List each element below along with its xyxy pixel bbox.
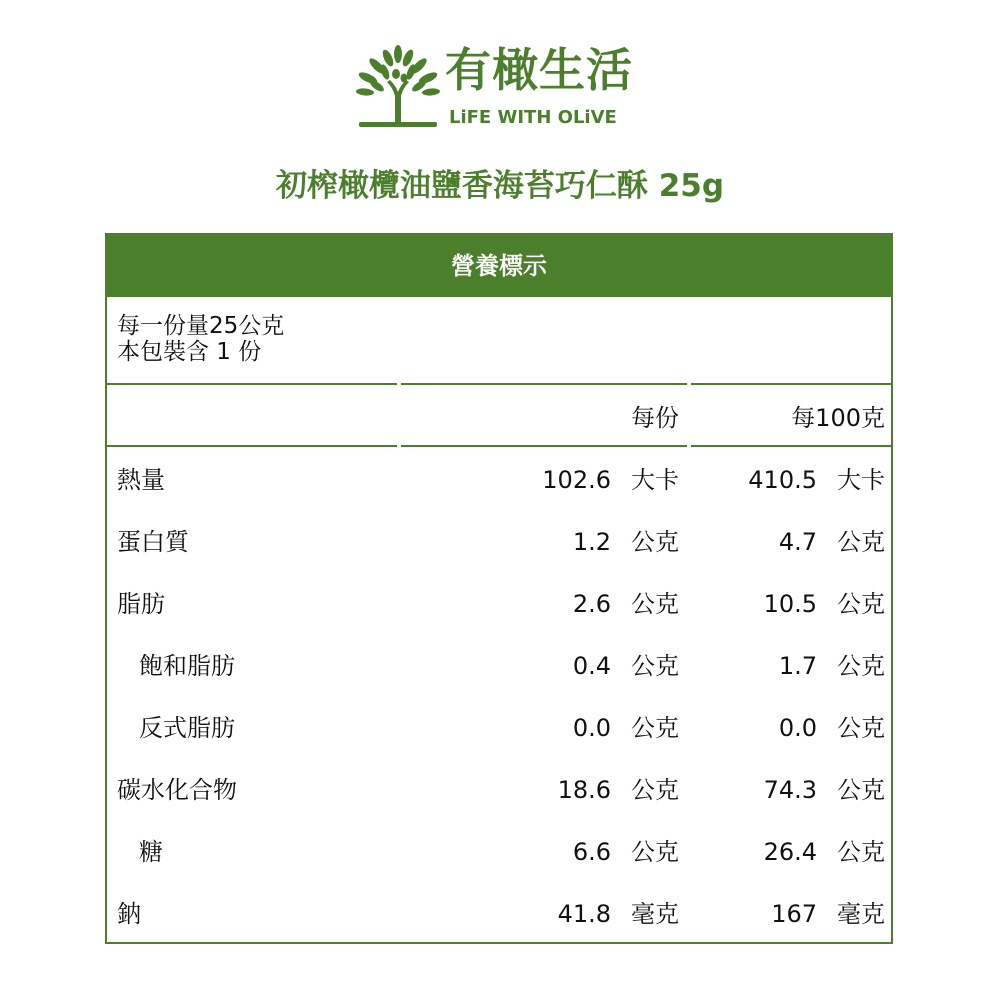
nutrient-label: 鈉 xyxy=(117,900,141,928)
per-serving-value: 0.4 xyxy=(572,652,611,680)
per-serving-unit: 公克 xyxy=(631,838,679,866)
per-100g-value: 410.5 xyxy=(748,466,817,494)
table-row xyxy=(107,832,891,872)
per-serving-value: 0.0 xyxy=(572,714,611,742)
per-100g-unit: 毫克 xyxy=(837,900,885,928)
per-100g-value: 4.7 xyxy=(778,528,817,556)
per-100g-value: 167 xyxy=(771,900,817,928)
serving-size: 每一份量25公克 xyxy=(117,313,285,339)
per-100g-unit: 公克 xyxy=(837,528,885,556)
nutrient-label: 脂肪 xyxy=(117,590,165,618)
per-serving-value: 1.2 xyxy=(572,528,611,556)
per-serving-unit: 公克 xyxy=(631,590,679,618)
brand-name-en: LiFE WITH OLiVE xyxy=(449,107,617,128)
per-serving-value: 6.6 xyxy=(572,838,611,866)
servings-per-pack: 本包裝含 1 份 xyxy=(117,339,262,365)
serving-info xyxy=(117,313,284,365)
brand-logo xyxy=(355,40,645,132)
nutrient-label: 碳水化合物 xyxy=(117,776,237,804)
per-100g-value: 10.5 xyxy=(763,590,817,618)
per-serving-unit: 公克 xyxy=(631,652,679,680)
divider-line xyxy=(107,383,891,385)
nutrition-panel xyxy=(105,233,893,944)
table-row xyxy=(107,522,891,562)
table-row xyxy=(107,770,891,810)
olive-tree-icon xyxy=(355,44,441,130)
per-100g-unit: 公克 xyxy=(837,838,885,866)
per-100g-unit: 公克 xyxy=(837,776,885,804)
nutrition-header: 營養標示 xyxy=(107,235,891,297)
per-serving-value: 2.6 xyxy=(572,590,611,618)
per-100g-unit: 大卡 xyxy=(837,466,885,494)
per-100g-value: 74.3 xyxy=(763,776,817,804)
brand-name-cn: 有橄生活 xyxy=(445,43,633,97)
nutrient-label: 蛋白質 xyxy=(117,528,189,556)
divider-line xyxy=(107,445,891,447)
column-header-per-serving: 每份 xyxy=(631,404,679,432)
per-serving-value: 18.6 xyxy=(557,776,611,804)
per-serving-unit: 公克 xyxy=(631,776,679,804)
product-title: 初榨橄欖油鹽香海苔巧仁酥 25g xyxy=(275,168,725,204)
per-serving-value: 102.6 xyxy=(542,466,611,494)
nutrient-label: 反式脂肪 xyxy=(139,714,235,742)
table-row xyxy=(107,646,891,686)
nutrient-label: 飽和脂肪 xyxy=(139,652,235,680)
per-100g-unit: 公克 xyxy=(837,652,885,680)
per-serving-unit: 大卡 xyxy=(631,466,679,494)
per-serving-unit: 公克 xyxy=(631,528,679,556)
nutrient-label: 糖 xyxy=(139,838,163,866)
per-serving-value: 41.8 xyxy=(557,900,611,928)
nutrient-label: 熱量 xyxy=(117,466,165,494)
per-100g-unit: 公克 xyxy=(837,590,885,618)
table-row xyxy=(107,708,891,748)
per-100g-value: 26.4 xyxy=(763,838,817,866)
table-row xyxy=(107,460,891,500)
per-100g-unit: 公克 xyxy=(837,714,885,742)
table-row xyxy=(107,584,891,624)
table-row xyxy=(107,894,891,934)
per-100g-value: 0.0 xyxy=(778,714,817,742)
per-serving-unit: 毫克 xyxy=(631,900,679,928)
column-header-per-100g: 每100克 xyxy=(791,404,885,432)
per-100g-value: 1.7 xyxy=(778,652,817,680)
per-serving-unit: 公克 xyxy=(631,714,679,742)
